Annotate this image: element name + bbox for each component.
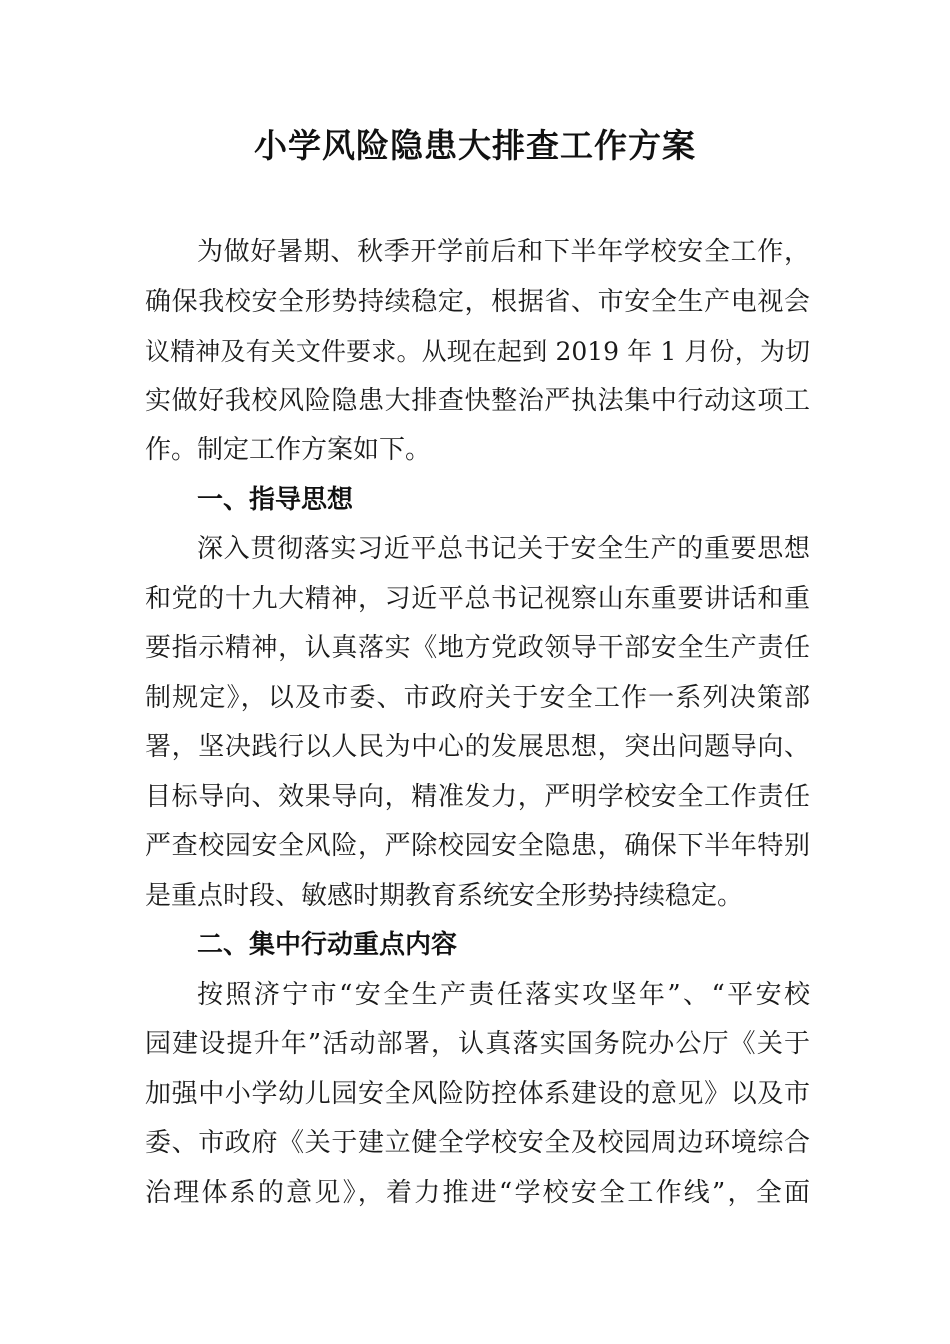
paragraph-ideology-line-2: 和党的十九大精神，习近平总书记视察山东重要讲话和重 xyxy=(145,583,810,614)
paragraph-intro-line-1: 为做好暑期、秋季开学前后和下半年学校安全工作， xyxy=(197,237,810,267)
paragraph-content-line-4: 委、市政府《关于建立健全学校安全及校园周边环境综合 xyxy=(145,1128,810,1158)
paragraph-intro-line-2: 确保我校安全形势持续稳定，根据省、市安全生产电视会 xyxy=(145,286,810,317)
paragraph-ideology-line-3: 要指示精神，认真落实《地方党政领导干部安全生产责任 xyxy=(145,633,810,663)
paragraph-content-line-1: 按照济宁市“安全生产责任落实攻坚年”、“平安校 xyxy=(197,979,810,1010)
paragraph-intro-line-4: 实做好我校风险隐患大排查快整治严执法集中行动这项工 xyxy=(145,385,810,416)
paragraph-ideology-line-4: 制规定》，以及市委、市政府关于安全工作一系列决策部 xyxy=(145,682,810,713)
paragraph-content-line-3: 加强中小学幼儿园安全风险防控体系建设的意见》以及市 xyxy=(145,1078,810,1109)
paragraph-intro-line-5: 作。制定工作方案如下。 xyxy=(145,435,432,465)
section-heading-guiding-ideology: 一、指导思想 xyxy=(197,484,354,515)
paragraph-ideology-line-1: 深入贯彻落实习近平总书记关于安全生产的重要思想 xyxy=(197,534,810,564)
paragraph-intro-line-3: 议精神及有关文件要求。从现在起到 2019 年 1 月份，为切 xyxy=(145,337,810,366)
section-heading-key-content: 二、集中行动重点内容 xyxy=(197,930,458,960)
paragraph-content-line-5: 治理体系的意见》，着力推进“学校安全工作线”，全面 xyxy=(145,1177,810,1208)
document-body xyxy=(145,228,810,1218)
paragraph-ideology-line-6: 目标导向、效果导向，精准发力，严明学校安全工作责任 xyxy=(145,781,810,812)
paragraph-ideology-line-7: 严查校园安全风险，严除校园安全隐患，确保下半年特别 xyxy=(145,831,810,861)
paragraph-ideology-line-5: 署，坚决践行以人民为中心的发展思想，突出问题导向、 xyxy=(145,732,810,762)
paragraph-ideology-line-8: 是重点时段、敏感时期教育系统安全形势持续稳定。 xyxy=(145,880,744,911)
paragraph-content-line-2: 园建设提升年”活动部署，认真落实国务院办公厅《关于 xyxy=(145,1029,810,1059)
document-title: 小学风险隐患大排查工作方案 xyxy=(254,126,696,165)
